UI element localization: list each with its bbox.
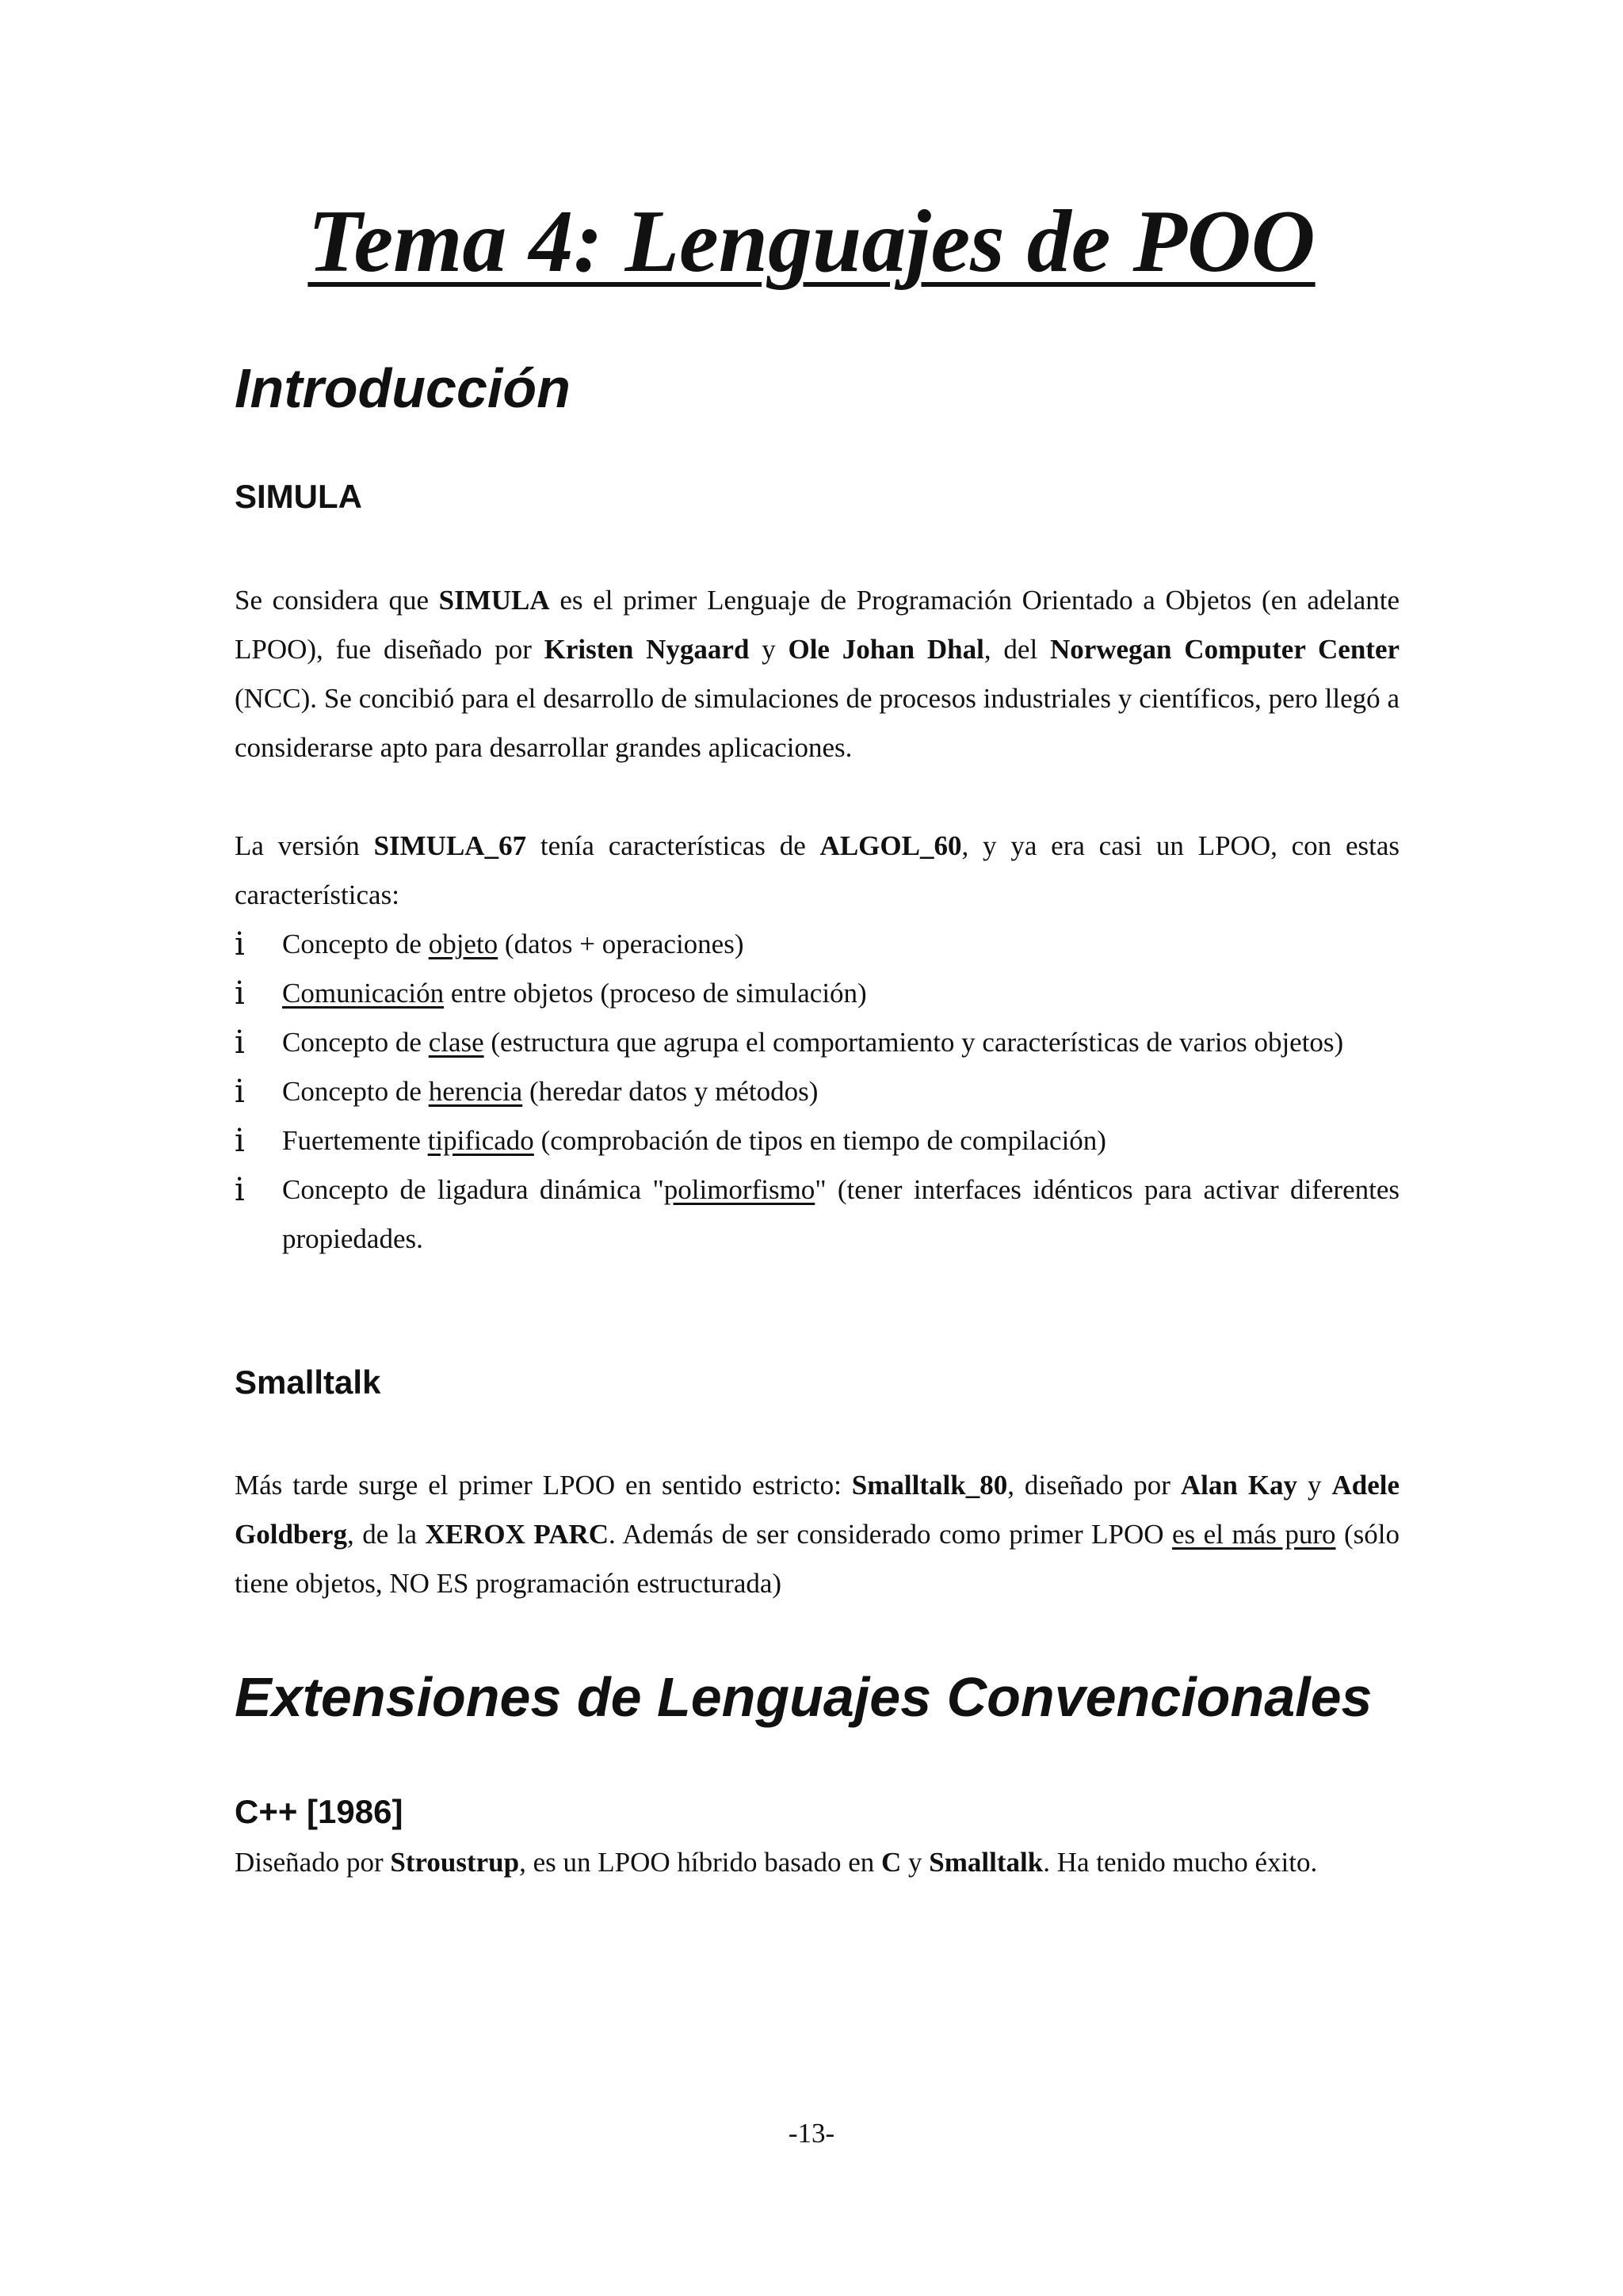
underlined-term: tipificado [427,1125,534,1156]
text-run: Diseñado por [235,1847,391,1878]
bold-term: Alan Kay [1180,1470,1298,1501]
bold-term: Adele Goldberg [235,1470,1400,1550]
text-run: y [1297,1470,1332,1501]
bold-term: Ole Johan Dhal [788,634,984,665]
page-title-text: Tema 4: Lenguajes de POO [307,193,1316,291]
text-run: La versión [235,830,374,861]
text-run: Concepto de [282,929,429,959]
text-run: Concepto de [282,1076,429,1107]
text-run: Fuertemente [282,1125,428,1156]
text-run: , y ya era casi un LPOO, con estas características: [235,830,1400,910]
bold-term: C [880,1847,902,1878]
subsection-heading-smalltalk: Smalltalk [235,1363,381,1401]
bold-term: Kristen Nygaard [544,634,750,665]
paragraph-simula-intro [235,576,1400,772]
underlined-term: herencia [428,1076,523,1107]
section-heading-extensiones: Extensiones de Lenguajes Convencionales [235,1666,1373,1728]
bullet-icon: i [235,1074,245,1110]
text-run: . Además de ser considerado como primer LPOO [609,1519,1173,1550]
page-number: -13- [788,2118,835,2149]
text-run: (datos + operaciones) [498,929,744,959]
text-run: tenía características de [526,830,820,861]
text-run: , de la [346,1519,426,1550]
section-heading-introduccion: Introducción [235,357,571,419]
subsection-heading-cpp: C++ [1986] [235,1793,403,1830]
bold-term: SIMULA [438,585,550,616]
list-item [235,920,1400,969]
underlined-term: objeto [428,929,498,959]
text-run: Concepto de [282,1027,429,1058]
list-item [235,1018,1400,1067]
text-run: (comprobación de tipos en tiempo de compilación) [533,1125,1106,1156]
list-item [235,1165,1400,1264]
bullet-icon: i [235,1024,245,1061]
text-run: Se considera que [235,585,439,616]
paragraph-smalltalk [235,1461,1400,1608]
underlined-term: clase [428,1027,484,1058]
bullet-icon: i [235,1172,245,1208]
text-run: , es un LPOO híbrido basado en [519,1847,881,1878]
text-run: Más tarde surge el primer LPOO en sentido estricto: [235,1470,852,1501]
bullet-icon: i [235,1123,245,1159]
bold-term: ALGOL_60 [819,830,962,861]
paragraph-simula67 [235,822,1400,920]
bold-term: SIMULA_67 [373,830,527,861]
bold-term: XEROX PARC [425,1519,609,1550]
bold-term: Smalltalk_80 [851,1470,1008,1501]
underlined-term: Comunicación [282,978,445,1009]
text-run: (sólo tiene objetos, NO ES programación estructurada) [235,1519,1400,1599]
bullet-icon: i [235,926,245,963]
simula-features-list [235,920,1400,1264]
list-item [235,969,1400,1018]
bullet-icon: i [235,975,245,1012]
bold-term: Norwegan Computer Center [1049,634,1400,665]
underlined-term: polimorfismo [663,1174,815,1205]
text-run: entre objetos (proceso de simulación) [444,978,867,1009]
text-run: " (tener interfaces idénticos para activar diferentes propiedades. [282,1174,1400,1254]
text-run: (heredar datos y métodos) [522,1076,819,1107]
list-item [235,1116,1400,1165]
text-run: , diseñado por [1007,1470,1181,1501]
text-run: (estructura que agrupa el comportamiento y características de varios objetos) [483,1027,1344,1058]
text-run: , del [983,634,1050,665]
text-run: Concepto de ligadura dinámica " [282,1174,664,1205]
underlined-term: es el más puro [1172,1519,1336,1550]
text-run: y [901,1847,930,1878]
text-run: y [749,634,789,665]
bold-term: Stroustrup [390,1847,520,1878]
list-item [235,1067,1400,1116]
text-run: . Ha tenido mucho éxito. [1043,1847,1318,1878]
text-run: (NCC). Se concibió para el desarrollo de simulaciones de procesos industriales y científicos, pero llegó a considerarse apto para desarrollar grandes aplicaciones. [235,683,1400,763]
bold-term: Smalltalk [929,1847,1044,1878]
subsection-heading-simula: SIMULA [235,478,362,515]
paragraph-cpp [235,1838,1400,1887]
text-run: es el primer Lenguaje de Programación Orientado a Objetos (en adelante LPOO), fue diseñado por [235,585,1400,665]
page-title [0,190,1623,293]
